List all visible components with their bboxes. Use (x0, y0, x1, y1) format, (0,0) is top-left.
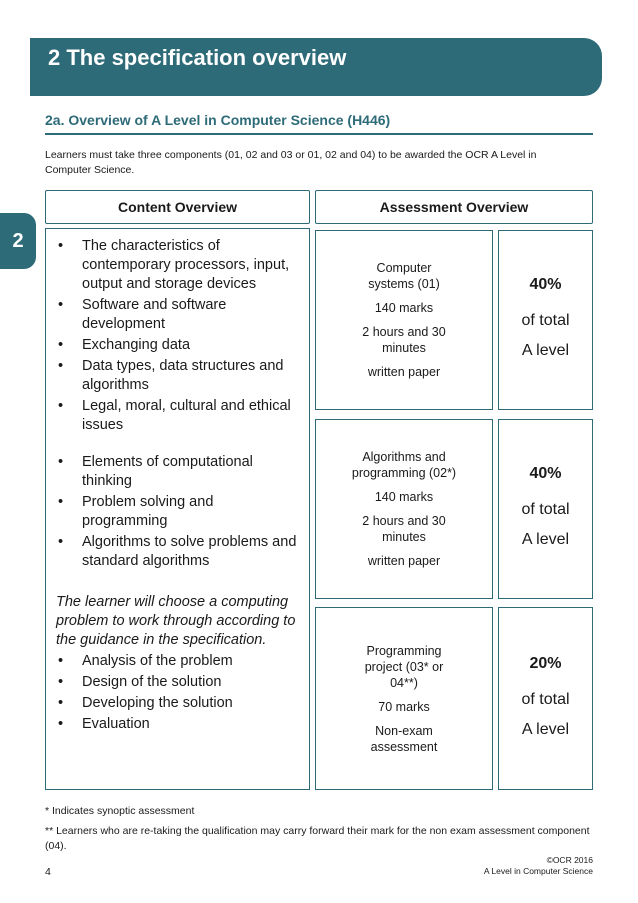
component-02-box (315, 419, 493, 599)
weight-level: A level (521, 720, 570, 738)
section-banner (30, 38, 602, 96)
content-item: • Data types, data structures and algorithms (56, 357, 299, 395)
subject-text: A Level in Computer Science (483, 866, 593, 876)
content-item: • Algorithms to solve problems and standard algorithms (56, 533, 299, 571)
weight-of-total: of total (521, 312, 570, 329)
content-overview-box (45, 228, 310, 790)
content-item: • Elements of computational thinking (56, 453, 299, 491)
component-03-04-box (315, 607, 493, 790)
component-mode: written paper (367, 554, 441, 568)
content-item: • Problem solving and programming (56, 493, 299, 531)
page-number: 4 (45, 866, 51, 878)
footnote-synoptic: * Indicates synoptic assessment (45, 805, 195, 817)
footnote-retake: ** Learners who are re-taking the qualification may carry forward their mark for the non exam assessment component (04). (45, 825, 590, 852)
content-item: • Exchanging data (56, 336, 299, 355)
component-01-box (315, 230, 493, 410)
intro-text: Learners must take three components (01, 02 and 03 or 01, 02 and 04) to be awarded the OCR A Level in Computer Science. (45, 149, 537, 176)
component-02-weight (498, 419, 593, 599)
footer-copyright (484, 855, 593, 877)
component-marks: 140 marks (374, 301, 434, 315)
content-item: • Design of the solution (56, 673, 299, 692)
component-mode: Non-exam assessment (370, 723, 438, 754)
content-item: • The characteristics of contemporary processors, input, output and storage devices (56, 237, 299, 294)
weight-of-total: of total (521, 690, 570, 708)
component-03-04-weight (498, 607, 593, 790)
weight-of-total: of total (521, 501, 570, 518)
weight-percent: 40% (529, 465, 562, 482)
content-item: • Software and software development (56, 296, 299, 334)
component-marks: 140 marks (374, 490, 434, 504)
content-item: • Evaluation (56, 715, 299, 734)
content-note: The learner will choose a computing problem to work through according to the guidance in the specification. (56, 594, 296, 648)
component-01-weight (498, 230, 593, 410)
component-name: Algorithms and programming (02*) (351, 450, 457, 480)
weight-percent: 40% (529, 276, 562, 293)
content-item: • Legal, moral, cultural and ethical issues (56, 397, 299, 435)
component-name: Computer systems (01) (368, 261, 440, 291)
banner-title: 2 The specification overview (48, 45, 347, 70)
component-mode: written paper (367, 365, 441, 379)
content-item: • Analysis of the problem (56, 652, 299, 671)
component-name: Programming project (03* or 04**) (364, 643, 444, 690)
weight-level: A level (521, 531, 570, 548)
chapter-tab: 2 (0, 213, 36, 269)
section-divider (45, 133, 593, 135)
weight-percent: 20% (529, 654, 562, 672)
content-overview-header: Content Overview (45, 190, 310, 224)
component-duration: 2 hours and 30 minutes (362, 325, 446, 355)
weight-level: A level (521, 342, 570, 359)
section-title: 2a. Overview of A Level in Computer Science (H446) (45, 112, 391, 128)
content-item: • Developing the solution (56, 694, 299, 713)
assessment-overview-header: Assessment Overview (315, 190, 593, 224)
component-duration: 2 hours and 30 minutes (362, 514, 446, 544)
component-marks: 70 marks (378, 699, 430, 714)
copyright-text: ©OCR 2016 (546, 855, 593, 865)
